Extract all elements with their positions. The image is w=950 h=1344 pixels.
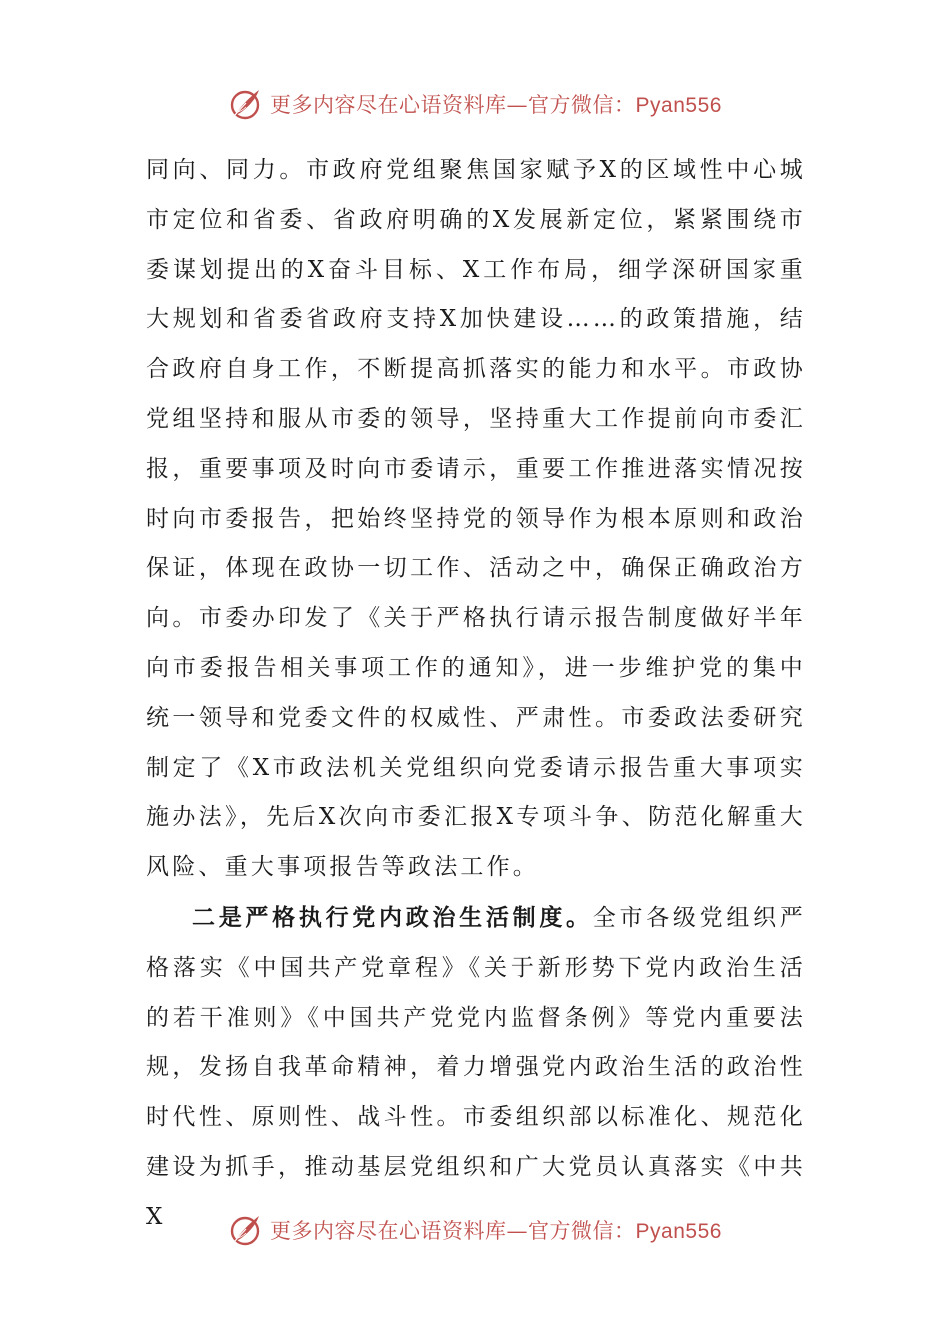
- banner-text: [270, 89, 722, 119]
- paragraph-lead-heading: 二是严格执行党内政治生活制度。: [192, 903, 593, 931]
- paragraph-continued: 同向、同力。市政府党组聚焦国家赋予X的区域性中心城市定位和省委、省政府明确的X发展新定位，紧紧围绕市委谋划提出的X奋斗目标、X工作布局，细学深研国家重大规划和省委省政府支持X加快建设……的政策措施，结合政府自身工作，不断提高抓落实的能力和水平。市政协党组坚持和服从市委的领导，坚持重大工作提前向市委汇报，重要事项及时向市委请示，重要工作推进落实情况按时向市委报告，把始终坚持党的领导作为根本原则和政治保证，体现在政协一切工作、活动之中，确保正确政治方向。市委办印发了《关于严格执行请示报告制度做好半年向市委报告相关事项工作的通知》，进一步维护党的集中统一领导和党委文件的权威性、严肃性。市委政法委研究制定了《X市政法机关党组织向党委请示报告重大事项实施办法》，先后X次向市委汇报X专项斗争、防范化解重大风险、重大事项报告等政法工作。: [146, 157, 806, 881]
- footer-slogan: 更多内容尽在心语资料库—官方微信：: [270, 1219, 636, 1243]
- paragraph-body-text: 全市各级党组织严格落实《中国共产党章程》《关于新形势下党内政治生活的若干准则》《中国共产党党内监督条例》等党内重要法规，发扬自我革命精神，着力增强党内政治生活的政治性时代性、原则性、战斗性。市委组织部以标准化、规范化建设为抓手，推动基层党组织和广大党员认真落实《中共X: [146, 904, 807, 1230]
- footer-banner-text: [270, 1215, 722, 1245]
- wechat-id: Pyan556: [635, 94, 722, 117]
- footer-banner: [0, 1210, 950, 1250]
- paragraph-political-life: [146, 893, 806, 1243]
- header-banner: [0, 84, 950, 124]
- banner-slogan: 更多内容尽在心语资料库—官方微信：: [270, 93, 636, 117]
- feather-pen-logo-icon: [228, 86, 264, 122]
- footer-wechat-id: Pyan556: [635, 1220, 722, 1243]
- feather-pen-logo-icon: [228, 1212, 264, 1248]
- document-body: [146, 146, 806, 1243]
